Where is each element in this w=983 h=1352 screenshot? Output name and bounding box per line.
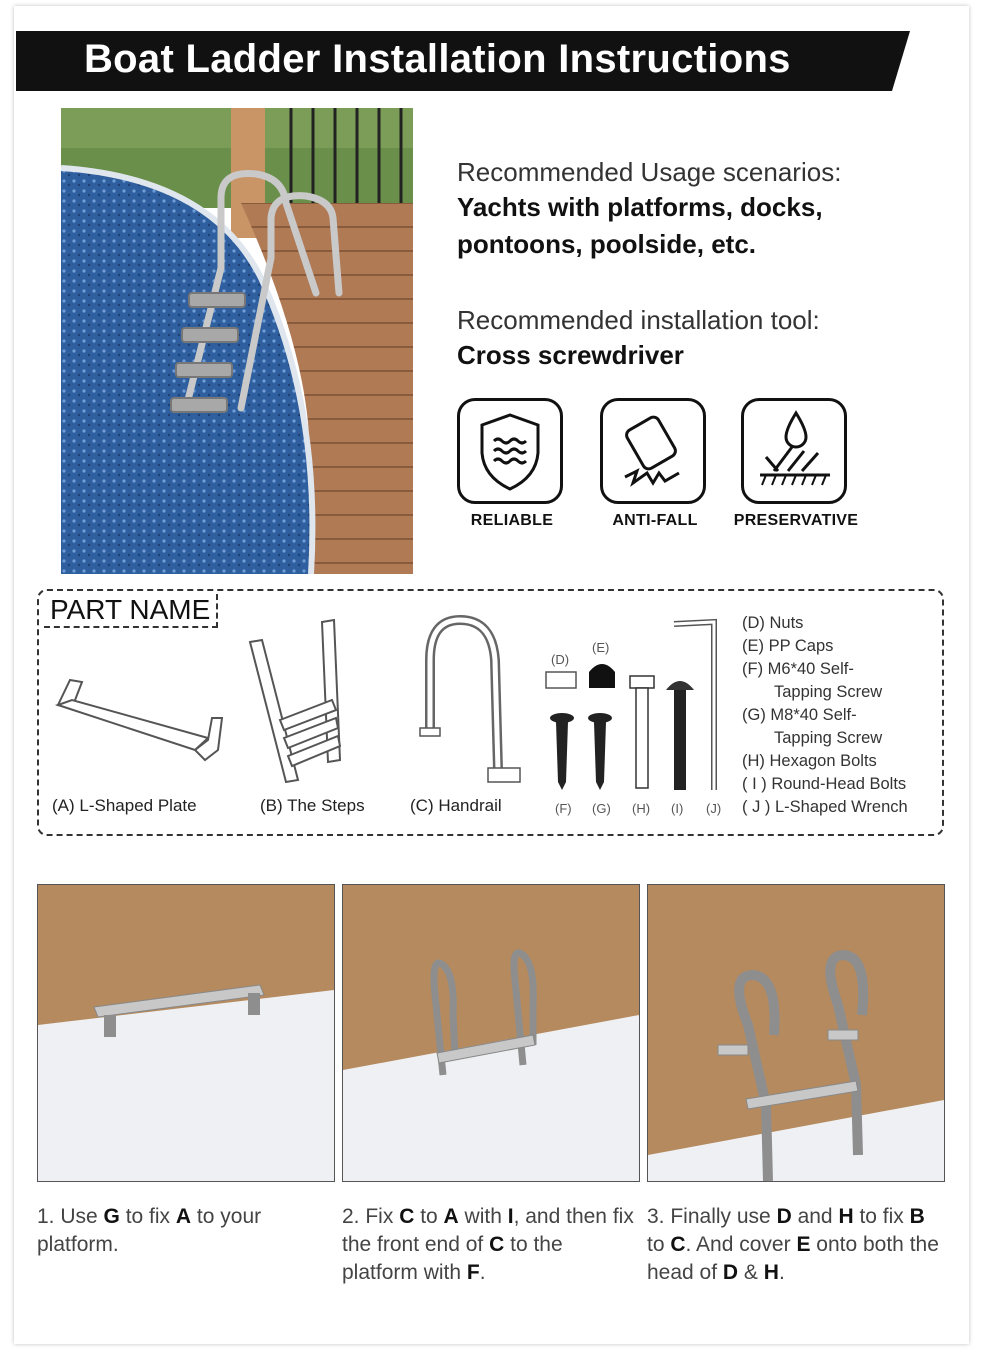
hw-letter-d: (D) [551,652,570,667]
hw-letter-e: (E) [592,640,610,655]
badge-anti-fall [600,398,710,529]
legend-item: (G) M8*40 Self- [742,706,857,724]
l-shaped-plate [58,680,222,760]
product-photo [61,108,413,574]
usage-line-2: pontoons, poolside, etc. [457,229,756,259]
legend-item: (H) Hexagon Bolts [742,752,877,770]
legend-item: Tapping Screw [774,729,883,747]
title-banner [16,31,910,91]
anti-fall-icon [603,401,703,501]
handrail-part [430,620,498,770]
step-2-illustration [342,884,640,1182]
tool-heading: Recommended installation tool: [457,305,820,335]
legend-item: (F) M6*40 Self- [742,660,854,678]
badge-label: PRESERVATIVE [733,512,859,529]
parts-title: PART NAME [44,594,218,628]
steps-part [250,620,340,782]
badge-label: ANTI-FALL [612,512,698,529]
step-3-illustration [647,884,945,1182]
step-1-text: 1. Use G to fix A to your platform. [37,1205,262,1256]
usage-section [457,155,927,263]
legend-item: (E) PP Caps [742,637,834,655]
shield-wave-icon [460,401,560,501]
legend-item: ( J ) L-Shaped Wrench [742,798,908,816]
caption-l-plate: (A) L-Shaped Plate [52,796,197,815]
hw-letter-j: (J) [706,801,722,816]
step-2-text: 2. Fix C to A with I, and then fix the front end of C to the platform with F. [342,1205,634,1284]
caption-steps: (B) The Steps [260,796,365,815]
step-3-text: 3. Finally use D and H to fix B to C. And cover E onto both the head of D & H. [647,1205,939,1284]
badge-label: RELIABLE [470,512,554,529]
page-title: Boat Ladder Installation Instructions [84,37,791,81]
hw-letter-h: (H) [632,801,651,816]
tool-value: Cross screwdriver [457,340,684,370]
badge-reliable [457,398,567,529]
water-drop-icon [744,401,844,501]
caption-handrail: (C) Handrail [410,796,502,815]
legend-item: ( I ) Round-Head Bolts [742,775,907,793]
parts-legend [742,612,908,819]
usage-heading: Recommended Usage scenarios: [457,157,842,187]
badge-preservative [733,398,859,529]
hw-letter-i: (I) [671,801,684,816]
parts-illustrations [40,600,740,800]
usage-line-1: Yachts with platforms, docks, [457,192,823,222]
hw-letter-g: (G) [592,801,611,816]
step-1-illustration [37,884,335,1182]
hw-letter-f: (F) [555,801,572,816]
tool-section [457,303,927,374]
legend-item: Tapping Screw [774,683,883,701]
legend-item: (D) Nuts [742,614,804,632]
